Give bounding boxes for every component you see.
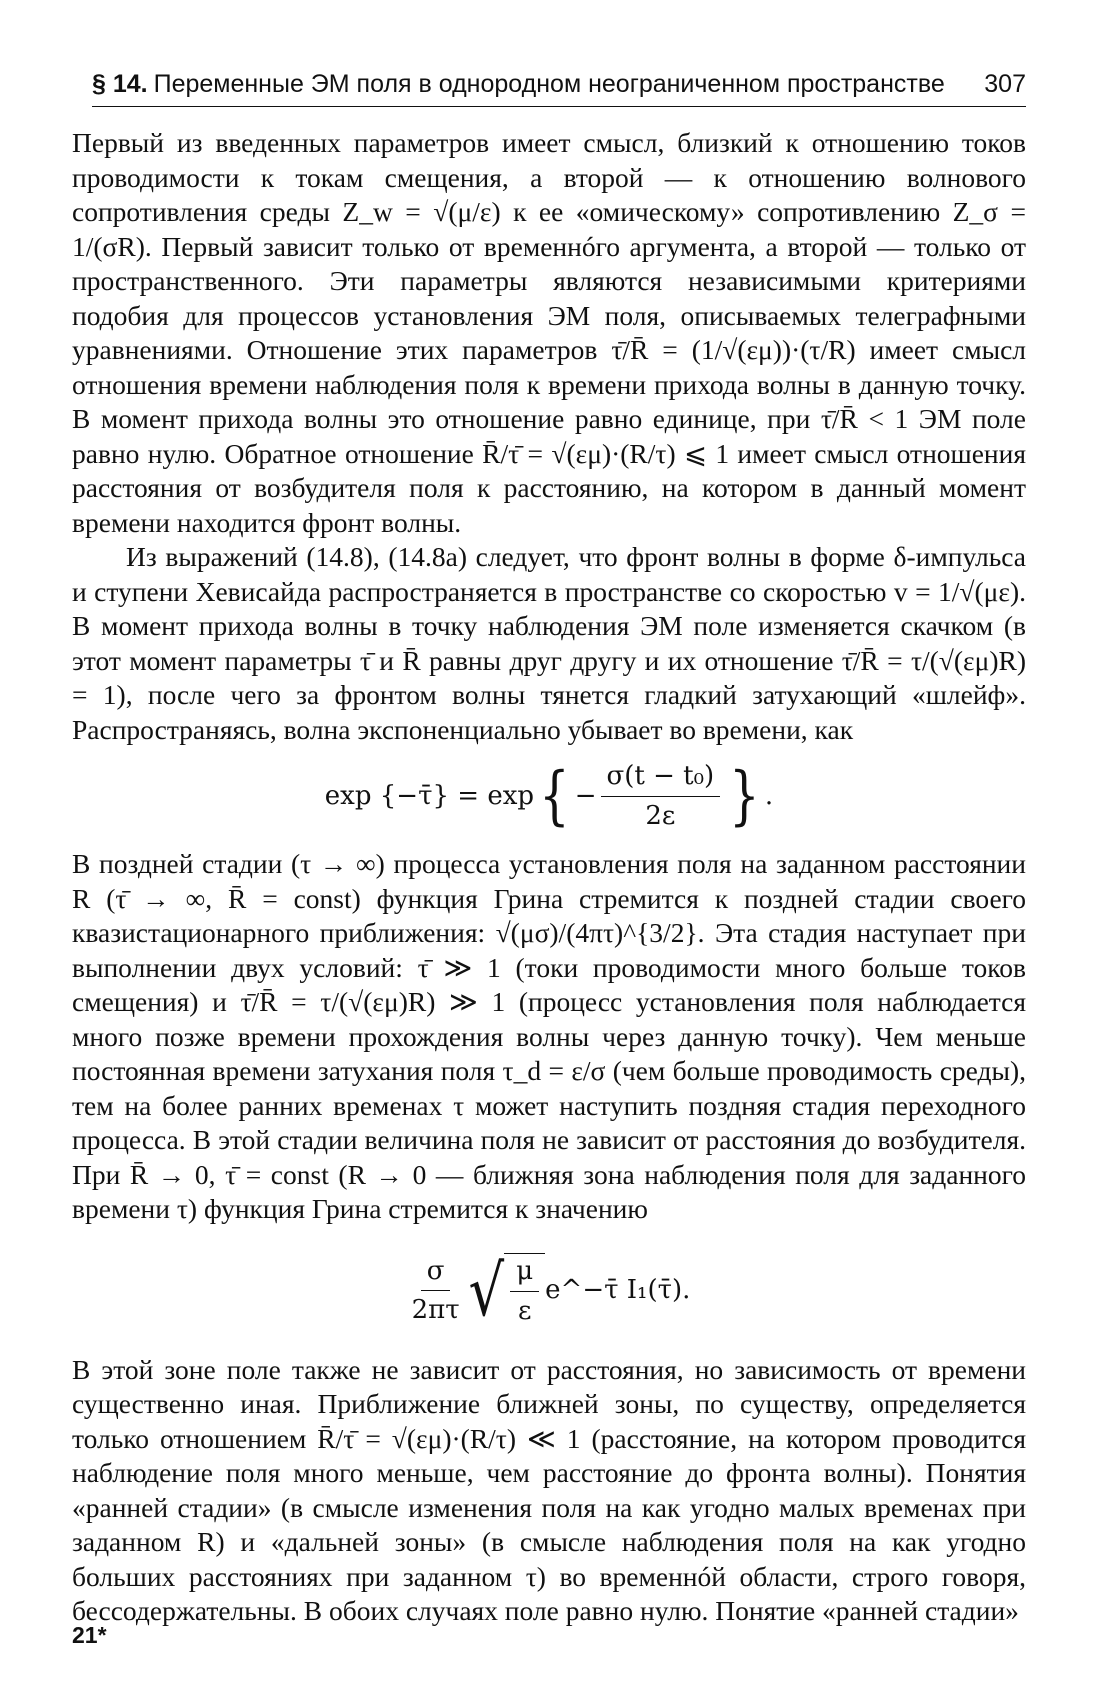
paragraph-4: В этой зоне поле также не зависит от расстояния, но зависимость от времени существенно иная. Приближение ближней зоны, по существу, определяется только отношением R̄/τ̄ = √(εμ)·(R/τ) ≪ 1 (расстояние, на котором проводится наблюдение поля много меньше, чем расстояние до фронта волны). Понятия «ранней стадии» (в смысле изменения поля на как угодно малых временах при заданном R) и «дальней зоны» (в смысле наблюдения поля на как угодно больших расстояниях при заданном τ) во временнóй области, строго говоря, бессодержательны. В обоих случаях поле равно нулю. Понятие «ранней стадии» [72,1353,1026,1626]
paragraph-2: Из выражений (14.8), (14.8а) следует, что фронт волны в форме δ-импульса и ступени Хевисайда распространяется в пространстве со скоростью v = 1/√(με). В момент прихода волны в точку наблюдения ЭМ поле изменяется скачком (в этот момент параметры τ̄ и R̄ равны друг другу и их отношение τ̄/R̄ = τ/(√(εμ)R) = 1), после чего за фронтом волны тянется гладкий затухающий «шлейф». Распространяясь, волна экспоненциально убывает во времени, как [72,541,1026,745]
formula-exp-numerator: σ(t − t₀) [601,759,721,797]
signature-mark: 21* [72,1622,107,1648]
formula-sqrt [464,1249,546,1332]
formula-sqrt-numerator: μ [510,1254,539,1292]
left-brace: { [539,759,570,833]
sqrt-sign: √ [468,1249,504,1332]
running-title: Переменные ЭМ поля в однородном неограниченном пространстве [153,70,945,98]
section-number: § 14. [92,70,148,98]
formula-near-numerator: σ [421,1254,451,1292]
formula-exp-period: . [764,780,774,811]
paragraph-1: Первый из введенных параметров имеет смысл, близкий к отношению токов проводимости к токам смещения, а второй — к отношению волнового сопротивления среды Z_w = √(μ/ε) к ее «омическому» сопротивлению Z_σ = 1/(σR). Первый зависит только от временнóго аргумента, а второй — только от пространственного. Эти параметры являются независимыми критериями подобия для процессов установления ЭМ поля, описываемых телеграфными уравнениями. Отношение этих параметров τ̄/R̄ = (1/√(εμ))·(τ/R) имеет смысл отношения времени наблюдения поля к времени прихода волны в данную точку. В момент прихода волны это отношение равно единице, при τ̄/R̄ < 1 ЭМ поле равно нулю. Обратное отношение R̄/τ̄ = √(εμ)·(R/τ) ⩽ 1 имеет смысл отношения расстояния от возбудителя поля к расстоянию, на котором в данный момент времени находится фронт волны. [72,127,1026,538]
right-brace: } [729,759,760,833]
formula-near-fraction [412,1254,460,1328]
formula-sqrt-denominator: ε [517,1295,532,1326]
formula-exp-decay: exp {−τ̄} = exp { − $\frac{\text{σ(t − t₀)}}{2\varepsilon}$ } . [324,759,774,833]
page-number: 307 [984,70,1026,98]
running-head [92,62,1026,107]
formula-near-zone [72,1243,1026,1339]
formula-exp-left: exp {−τ̄} = exp [324,780,535,811]
formula-near-denominator: 2πτ [411,1295,460,1325]
page-body [72,126,1026,1629]
formula-exp-fraction [601,759,721,833]
formula-exp-denominator: 2ε [645,800,676,831]
paragraph-3: В поздней стадии (τ → ∞) процесса установления поля на заданном расстоянии R (τ̄ → ∞, R̄ = const) функция Грина стремится к поздней стадии своего квазистационарного приближения: √(μσ)/(4πτ)^{3/2}. Эта стадия наступает при выполнении двух условий: τ̄ ≫ 1 (токи проводимости много больше токов смещения) и τ̄/R̄ = τ/(√(εμ)R) ≫ 1 (процесс установления поля наблюдается много позже времени прохождения волны через данную точку). Чем меньше постоянная времени затухания поля τ_d = ε/σ (чем больше проводимость среды), тем на более ранних временах τ может наступить поздняя стадия переходного процесса. В этой стадии величина поля не зависит от расстояния до возбудителя. При R̄ → 0, τ̄ = const (R → 0 — ближняя зона наблюдения поля для заданного времени τ) функция Грина стремится к значению [72,848,1026,1224]
formula-near-tail: e^−τ̄ I₁(τ̄). [545,1275,691,1306]
formula-sqrt-fraction [510,1254,539,1328]
